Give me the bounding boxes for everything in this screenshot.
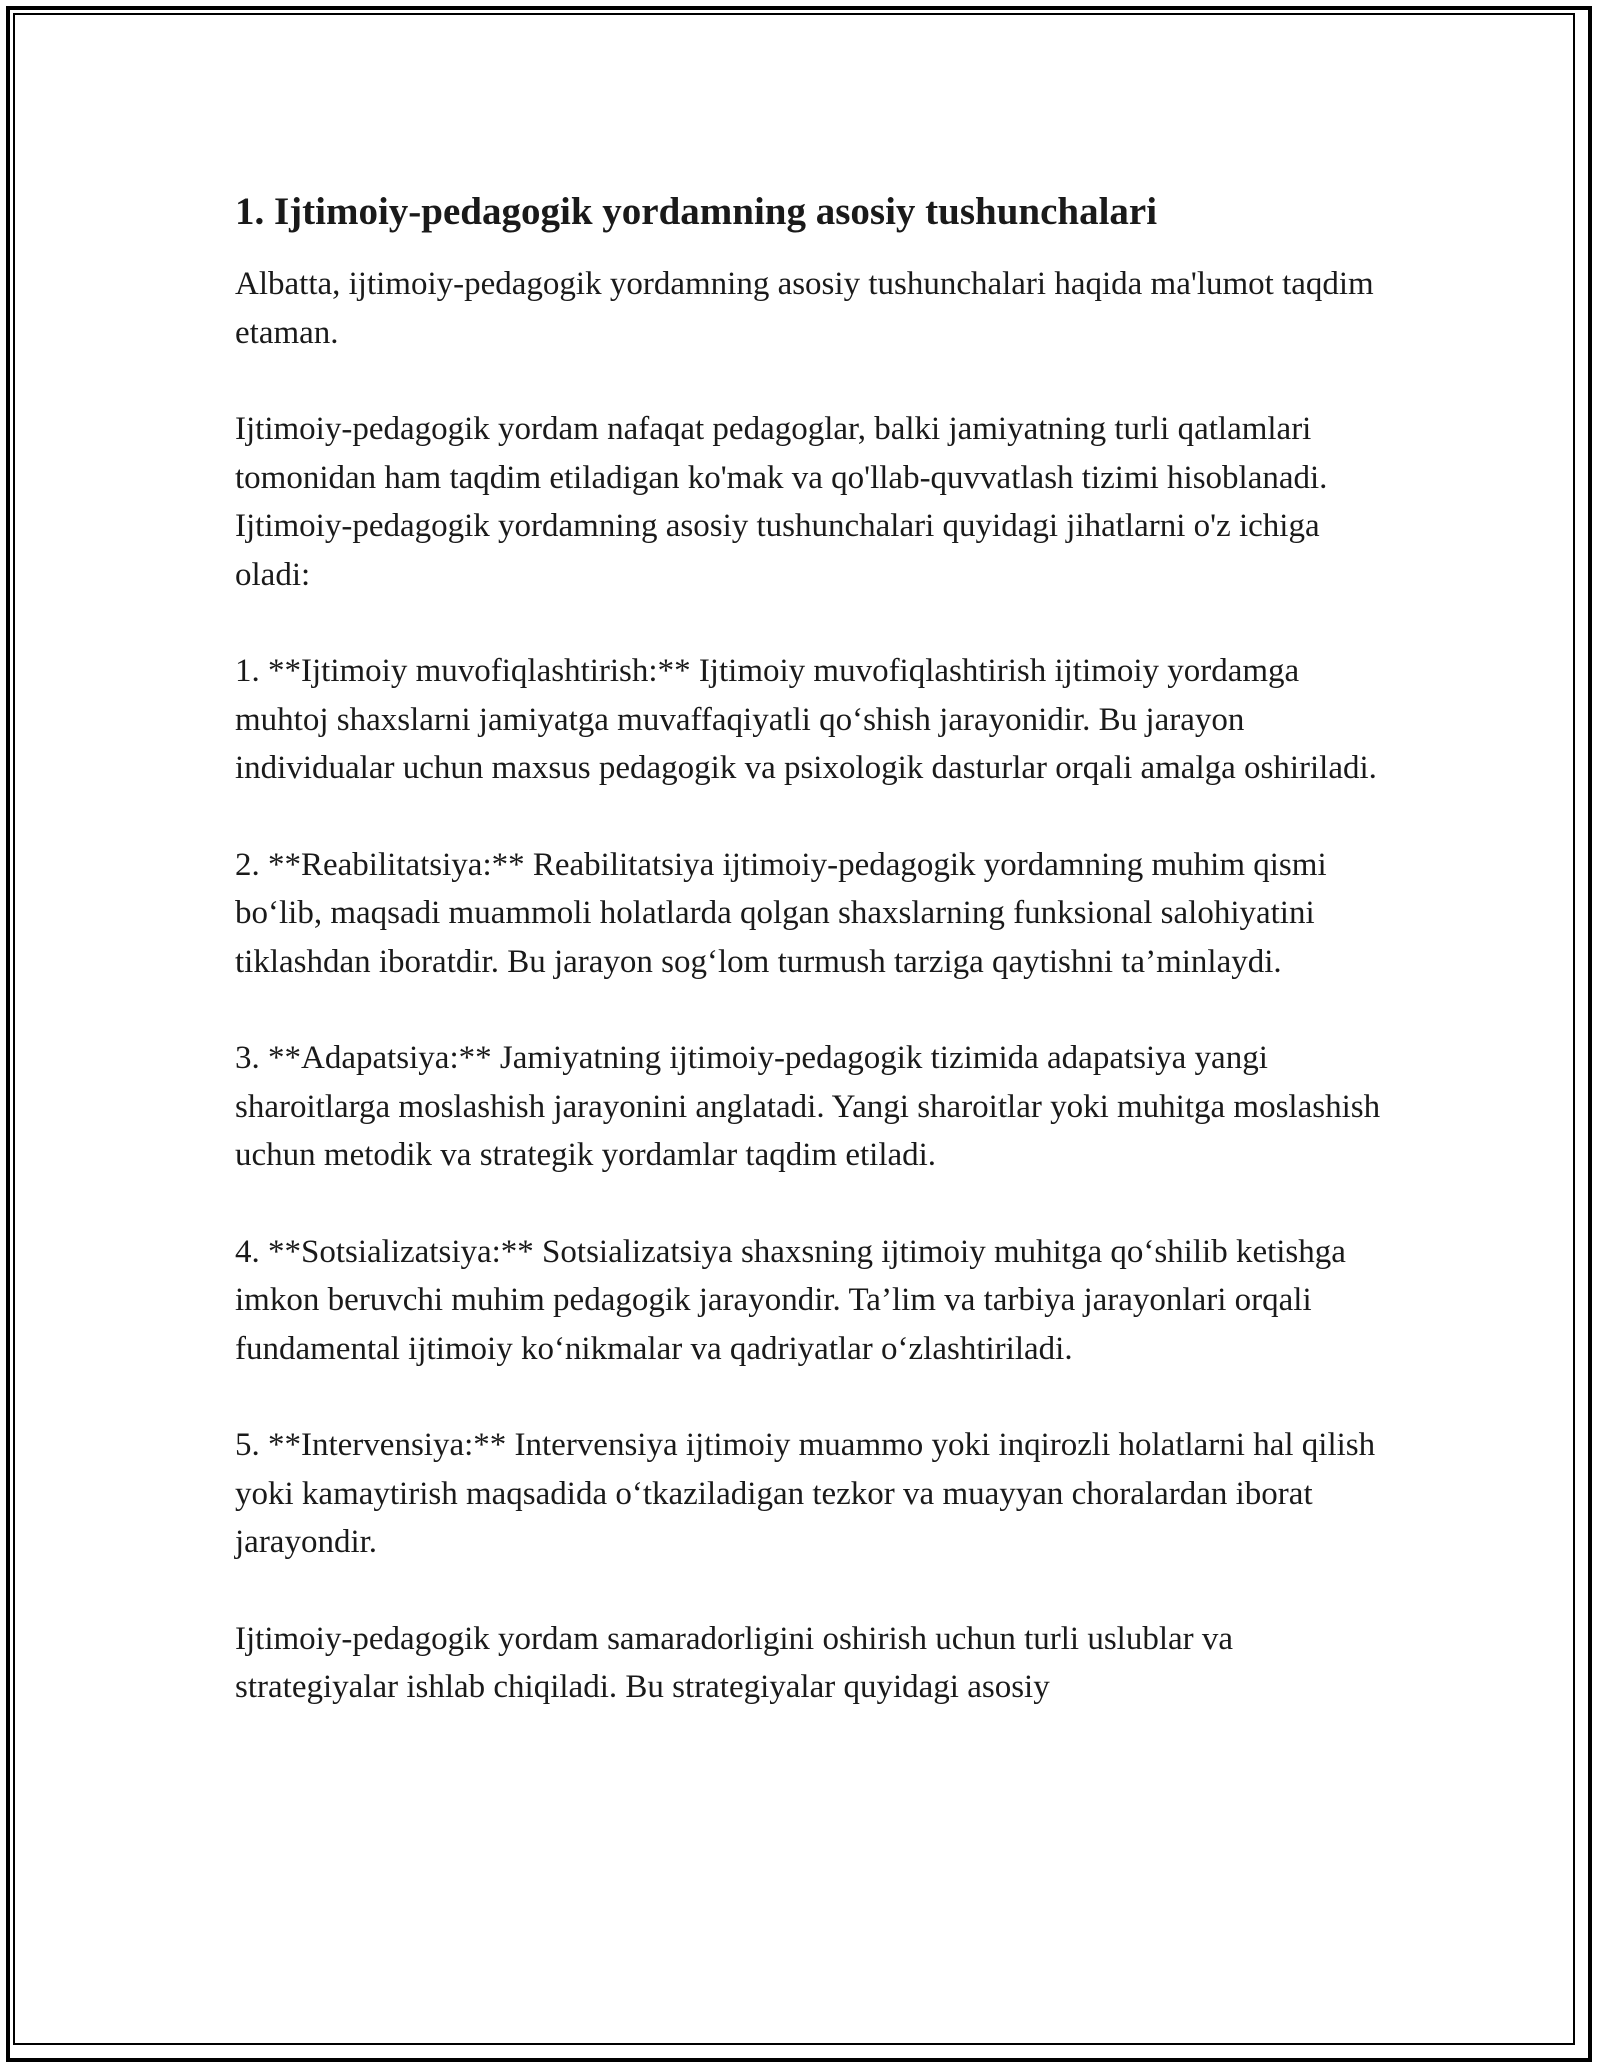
document-heading: 1. Ijtimoiy-pedagogik yordamning asosiy tushunchalari — [235, 190, 1158, 233]
paragraph-item-2: 2. **Reabilitatsiya:** Reabilitatsiya ijtimoiy-pedagogik yordamning muhim qismi bo‘lib, maqsadi muammoli holatlarda qolgan shaxslarning funksional salohiyatini tiklashdan iboratdir. Bu jarayon sog‘lom turmush tarziga qaytishni ta’minlaydi. — [235, 846, 1327, 980]
paragraph-intro: Albatta, ijtimoiy-pedagogik yordamning asosiy tushunchalari haqida ma'lumot taqdim etaman. — [235, 266, 1374, 351]
paragraph-item-3: 3. **Adapatsiya:** Jamiyatning ijtimoiy-pedagogik tizimida adapatsiya yangi sharoitlarga moslashish jarayonini anglatadi. Yangi sharoitlar yoki muhitga moslashish uchun metodik va strategik yordamlar taqdim etiladi. — [235, 1040, 1381, 1173]
paragraph-item-4: 4. **Sotsializatsiya:** Sotsializatsiya shaxsning ijtimoiy muhitga qo‘shilib ketishga imkon beruvchi muhim pedagogik jarayondir. Ta’lim va tarbiya jarayonlari orqali fundamental ijtimoiy ko‘nikmalar va qadriyatlar o‘zlashtiriladi. — [235, 1233, 1346, 1367]
paragraph-item-5: 5. **Intervensiya:** Intervensiya ijtimoiy muammo yoki inqirozli holatlarni hal qilish yoki kamaytirish maqsadida o‘tkaziladigan tezkor va muayyan choralardan iborat jarayondir. — [235, 1427, 1376, 1560]
paragraph-conclusion: Ijtimoiy-pedagogik yordam samaradorligini oshirish uchun turli uslublar va strategiyalar ishlab chiqiladi. Bu strategiyalar quyidagi asosiy — [235, 1620, 1234, 1705]
paragraph-item-1: 1. **Ijtimoiy muvofiqlashtirish:** Ijtimoiy muvofiqlashtirish ijtimoiy yordamga muhtoj shaxslarni jamiyatga muvaffaqiyatli qo‘shish jarayonidir. Bu jarayon individualar uchun maxsus pedagogik va psixologik dasturlar orqali amalga oshiriladi. — [235, 653, 1377, 786]
paragraph-definition: Ijtimoiy-pedagogik yordam nafaqat pedagoglar, balki jamiyatning turli qatlamlari tomonidan ham taqdim etiladigan ko'mak va qo'llab-quvvatlash tizimi hisoblanadi. Ijtimoiy-pedagogik yordamning asosiy tushunchalari quyidagi jihatlarni o'z ichiga oladi: — [235, 411, 1328, 593]
document-body — [235, 186, 1385, 1712]
